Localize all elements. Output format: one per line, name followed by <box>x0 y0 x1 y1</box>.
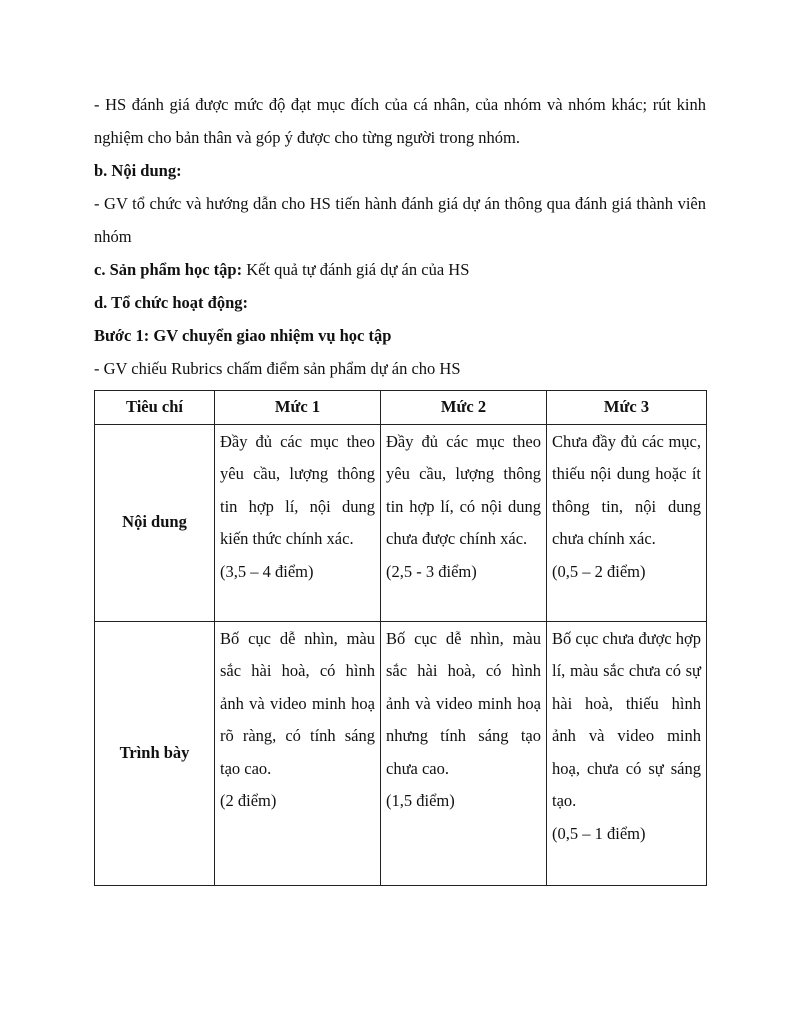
level-3-score: (0,5 – 1 điểm) <box>552 823 646 843</box>
level-2-description: Đầy đủ các mục theo yêu cầu, lượng thông tin hợp lí, có nội dung chưa được chính xác. <box>386 431 541 548</box>
section-d-heading-text: d. Tổ chức hoạt động: <box>94 293 249 312</box>
step-1-heading <box>94 319 706 352</box>
header-level-2: Mức 2 <box>381 391 547 425</box>
header-level-1: Mức 1 <box>215 391 381 425</box>
level-3-cell <box>547 424 707 621</box>
level-3-description: Chưa đầy đủ các mục, thiếu nội dung hoặc ít thông tin, nội dung chưa chính xác. <box>552 431 701 548</box>
header-criterion: Tiêu chí <box>95 391 215 425</box>
rubric-table <box>94 390 707 886</box>
level-2-score: (2,5 - 3 điểm) <box>386 561 477 581</box>
level-3-score: (0,5 – 2 điểm) <box>552 561 646 581</box>
rubric-intro-paragraph: - GV chiếu Rubrics chấm điểm sản phẩm dự án cho HS <box>94 359 461 378</box>
level-1-description: Đầy đủ các mục theo yêu cầu, lượng thông tin hợp lí, nội dung kiến thức chính xác. <box>220 431 375 548</box>
objective-paragraph: - HS đánh giá được mức độ đạt mục đích của cá nhân, của nhóm và nhóm khác; rút kinh nghiệm cho bản thân và góp ý được cho từng người trong nhóm. <box>94 95 706 147</box>
document-page <box>94 88 706 886</box>
level-2-cell <box>381 621 547 885</box>
section-b-heading <box>94 154 706 187</box>
section-c-line <box>94 253 706 286</box>
level-3-description: Bố cục chưa được hợp lí, màu sắc chưa có sự hài hoà, thiếu hình ảnh và video minh hoạ, chưa có sự sáng tạo. <box>552 628 701 810</box>
section-c-text: Kết quả tự đánh giá dự án của HS <box>242 260 470 279</box>
level-1-cell <box>215 621 381 885</box>
header-level-3: Mức 3 <box>547 391 707 425</box>
criterion-cell: Nội dung <box>95 424 215 621</box>
level-3-cell <box>547 621 707 885</box>
level-2-score: (1,5 điểm) <box>386 791 455 810</box>
table-row <box>95 424 707 621</box>
table-row <box>95 621 707 885</box>
level-1-score: (2 điểm) <box>220 791 277 810</box>
level-1-score: (3,5 – 4 điểm) <box>220 561 314 581</box>
content-paragraph: - GV tổ chức và hướng dẫn cho HS tiến hành đánh giá dự án thông qua đánh giá thành viên nhóm <box>94 194 706 246</box>
level-2-description: Bố cục dễ nhìn, màu sắc hài hoà, có hình ảnh và video minh hoạ nhưng tính sáng tạo chưa cao. <box>386 628 541 778</box>
step-1-heading-text: Bước 1: GV chuyển giao nhiệm vụ học tập <box>94 326 392 345</box>
section-b-heading-text: b. Nội dung: <box>94 161 182 180</box>
level-2-cell <box>381 424 547 621</box>
section-d-heading <box>94 286 706 319</box>
table-header-row <box>95 391 707 425</box>
section-c-heading: c. Sản phẩm học tập: <box>94 260 243 279</box>
criterion-cell: Trình bày <box>95 621 215 885</box>
level-1-cell <box>215 424 381 621</box>
level-1-description: Bố cục dễ nhìn, màu sắc hài hoà, có hình ảnh và video minh hoạ rõ ràng, có tính sáng tạo cao. <box>220 628 375 778</box>
